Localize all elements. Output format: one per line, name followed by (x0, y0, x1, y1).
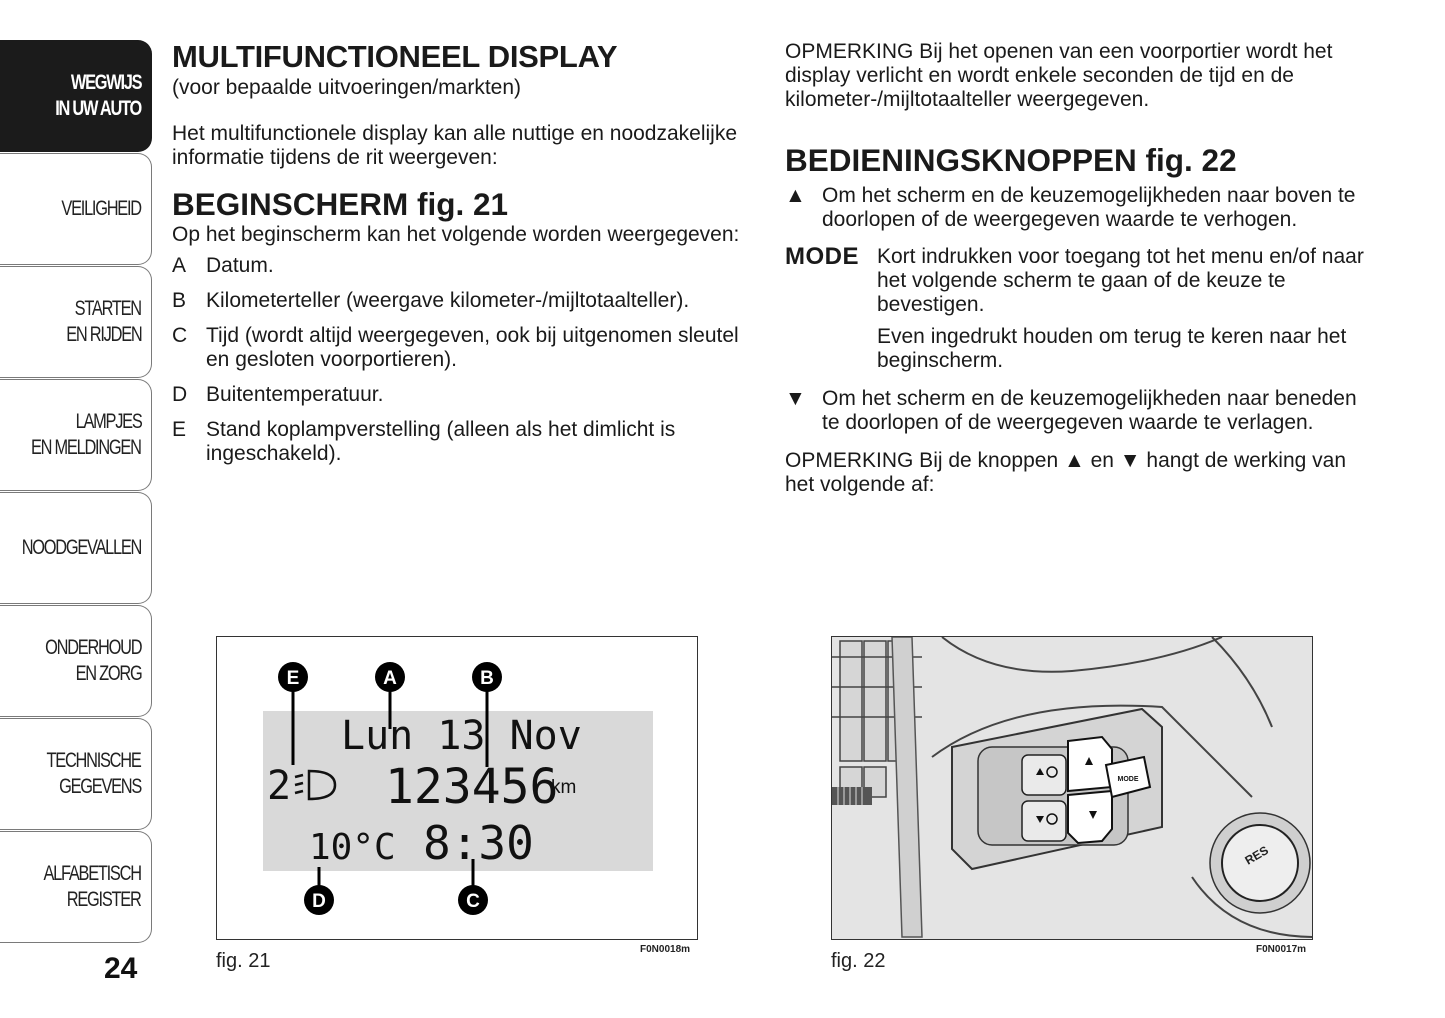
tab-label: GEGEVENS (59, 775, 141, 798)
lcd-temperature: 10°C (309, 827, 396, 868)
page-title: MULTIFUNCTIONEEL DISPLAY (172, 39, 618, 74)
page-subtitle: (voor bepaalde uitvoeringen/markten) (172, 76, 522, 99)
lcd-time: 8:30 (423, 816, 534, 870)
item-text: Kilometerteller (weergave kilometer-/mijltotaalteller). (206, 289, 690, 312)
figure-22-controls (831, 636, 1313, 940)
callout-letter: C (466, 891, 480, 912)
control-mode-text: Kort indrukken voor toegang tot het menu en/of naar het volgende scherm te gaan of de keuze te bevestigen. (877, 245, 1364, 316)
section-heading-beginscherm: BEGINSCHERM fig. 21 (172, 186, 509, 222)
callout-letter: B (480, 668, 494, 689)
res-knob-label: RES (1242, 843, 1271, 868)
callout-letter: D (312, 891, 326, 912)
item-letter: D (172, 383, 188, 406)
lcd-date: Lun 13 Nov (341, 713, 582, 759)
callout-c (458, 885, 488, 915)
item-text: Buitentemperatuur. (206, 383, 384, 406)
tab-label: IN UW AUTO (55, 97, 141, 120)
tab-label: NOODGEVALLEN (21, 536, 141, 559)
tab-label: EN ZORG (75, 662, 141, 685)
tab-lampjes[interactable] (0, 379, 152, 491)
controls-illustration (832, 637, 1313, 940)
intro-paragraph: Het multifunctionele display kan alle nuttige en noodzakelijke informatie tijdens de rit weergeven: (172, 122, 738, 169)
control-up-text: Om het scherm en de keuzemogelijkheden naar boven te doorlopen of de weergegeven waarde te verhogen. (822, 184, 1356, 231)
item-letter: A (172, 254, 187, 277)
control-up-row (785, 184, 1375, 232)
callout-e (278, 662, 308, 692)
grille (832, 787, 872, 805)
right-column (785, 40, 1375, 497)
tab-label: VEILIGHEID (61, 197, 141, 220)
tab-wegwijs[interactable] (0, 40, 152, 152)
list-item (172, 418, 752, 466)
callout-d (304, 885, 334, 915)
figure-22-caption: fig. 22 (831, 950, 886, 972)
tab-alfabetisch[interactable] (0, 831, 152, 943)
triangle-down-icon: ▼ (785, 387, 806, 410)
tab-label: EN MELDINGEN (31, 436, 141, 459)
headlamp-down-button[interactable] (1022, 801, 1066, 841)
tab-label: ONDERHOUD (44, 636, 141, 659)
control-mode-row (785, 245, 1375, 317)
display-up-button[interactable] (1068, 737, 1112, 791)
lcd-odometer: 123456 (385, 759, 559, 815)
item-letter: B (172, 289, 187, 312)
control-down-text: Om het scherm en de keuzemogelijkheden naar beneden te doorlopen of de weergegeven waarde te verlagen. (822, 387, 1357, 434)
tab-label: STARTEN (74, 297, 141, 320)
item-text: Tijd (wordt altijd weergegeven, ook bij uitgenomen sleutel en gesloten voorportieren). (206, 324, 739, 371)
display-illustration (217, 637, 698, 940)
figure-21-caption: fig. 21 (216, 950, 271, 972)
headlamp-up-button[interactable] (1022, 755, 1066, 795)
page-number: 24 (104, 952, 138, 985)
tab-veiligheid[interactable] (0, 153, 152, 265)
control-mode-text-hold: Even ingedrukt houden om terug te keren naar het beginscherm. (877, 325, 1347, 372)
item-letter: E (172, 418, 187, 441)
tab-label: EN RIJDEN (65, 323, 141, 346)
left-column (172, 40, 752, 477)
section-intro: Op het beginscherm kan het volgende worden weergegeven: (172, 223, 740, 246)
tab-label: ALFABETISCH (43, 862, 141, 885)
lcd-odometer-unit: km (551, 777, 577, 798)
tab-technische[interactable] (0, 718, 152, 830)
res-knob[interactable] (1210, 813, 1310, 913)
tab-label: REGISTER (67, 888, 141, 911)
display-items-list (172, 254, 752, 466)
lcd-headlamp-level: 2 (267, 763, 292, 809)
figure-21-code: F0N0018m (640, 944, 691, 955)
tab-label: WEGWIJS (70, 71, 141, 94)
note-buttons: OPMERKING Bij de knoppen ▲ en ▼ hangt de werking van het volgende af: (785, 449, 1347, 496)
list-item (172, 383, 752, 407)
note-door-open: OPMERKING Bij het openen van een voorportier wordt het display verlicht en wordt enkele seconden de tijd en de kilometer-/mijltotaalteller weergegeven. (785, 40, 1333, 111)
section-heading-bedieningsknoppen: BEDIENINGSKNOPPEN fig. 22 (785, 142, 1237, 178)
callout-letter: E (286, 668, 300, 689)
item-text: Datum. (206, 254, 274, 277)
figure-22-code: F0N0017m (1256, 944, 1307, 955)
callout-letter: A (383, 668, 397, 689)
triangle-up-icon: ▲ (785, 184, 806, 207)
callout-a (375, 662, 405, 692)
display-down-button[interactable] (1068, 791, 1112, 843)
figure-21-display (216, 636, 698, 940)
tab-label: TECHNISCHE (46, 749, 141, 772)
tab-starten[interactable] (0, 266, 152, 378)
item-text: Stand koplampverstelling (alleen als het dimlicht is ingeschakeld). (206, 418, 676, 465)
list-item (172, 289, 752, 313)
tab-noodgevallen[interactable] (0, 492, 152, 604)
mode-label: MODE (785, 243, 859, 270)
tab-label: LAMPJES (75, 410, 141, 433)
mode-button-label: MODE (1117, 776, 1139, 783)
callout-b (472, 662, 502, 692)
list-item (172, 254, 752, 278)
tab-onderhoud[interactable] (0, 605, 152, 717)
item-letter: C (172, 324, 188, 347)
control-down-row (785, 387, 1375, 435)
list-item (172, 324, 752, 372)
